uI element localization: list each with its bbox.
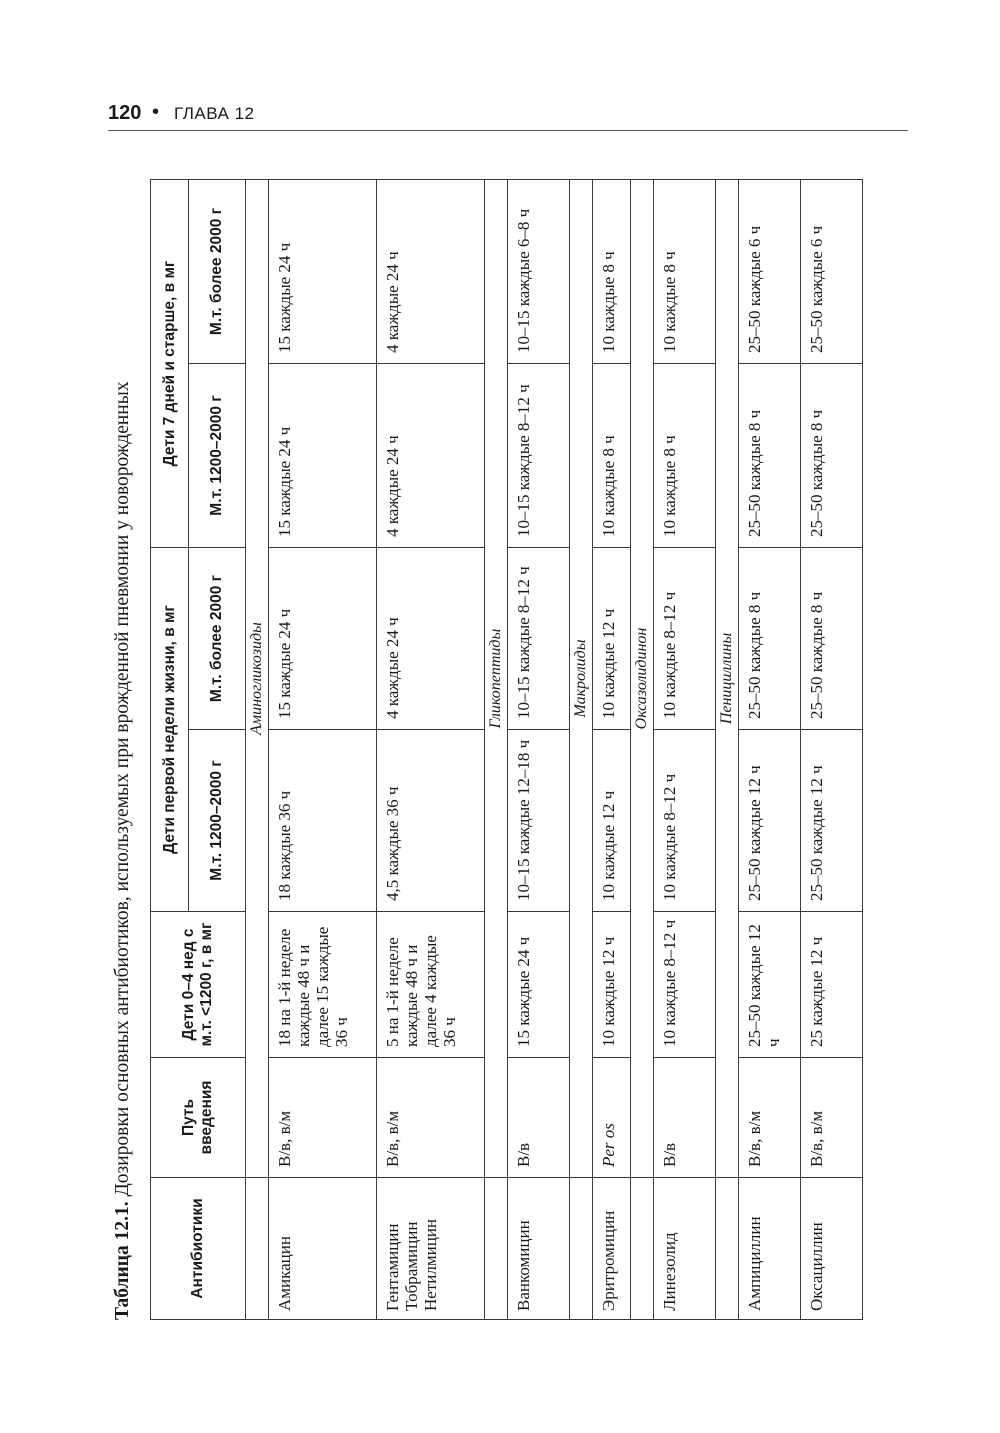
dose-cell: 4 каждые 24 ч: [377, 547, 485, 729]
dose-cell: 25–50 каждые 6 ч: [801, 179, 863, 363]
table-row: [269, 179, 377, 1319]
route-cell: В/в, в/м: [739, 1058, 801, 1178]
drug-name: Эритромицин: [593, 1178, 631, 1320]
chapter-label: ГЛАВА 12: [174, 104, 255, 123]
dose-cell: 15 каждые 24 ч: [269, 363, 377, 547]
dose-cell: 10–15 каждые 6–8 ч: [508, 179, 570, 363]
col-header-first-week-1200-2000: М.т. 1200–2000 г: [189, 730, 246, 912]
dose-cell: 10 каждые 12 ч: [593, 547, 631, 729]
dose-cell: 5 на 1-й неделе каждые 48 ч и далее 4 каждые 36 ч: [377, 912, 485, 1058]
header-rule: [108, 130, 908, 131]
dose-cell: 10–15 каждые 8–12 ч: [508, 547, 570, 729]
route-cell: В/в, в/м: [801, 1058, 863, 1178]
page-number: 120: [108, 102, 142, 124]
dose-cell: 15 каждые 24 ч: [269, 547, 377, 729]
dose-cell: 25–50 каждые 8 ч: [801, 547, 863, 729]
dosage-table: [150, 179, 863, 1320]
drug-name: Ванкомицин: [508, 1178, 570, 1320]
dose-cell: 10 каждые 8–12 ч: [654, 547, 716, 729]
group-title: Гликопептиды: [485, 179, 508, 1177]
drug-name: Оксациллин: [801, 1178, 863, 1320]
route-cell: В/в, в/м: [377, 1058, 485, 1178]
dose-cell: 4,5 каждые 36 ч: [377, 730, 485, 912]
table-row: [377, 179, 485, 1319]
table-row: [739, 179, 801, 1319]
rotated-table-block: [100, 180, 900, 1320]
table-caption: [100, 180, 146, 1320]
col-header-7-days: Дети 7 дней и старше, в мг: [151, 179, 189, 547]
drug-name: Амикацин: [269, 1178, 377, 1320]
dose-cell: 25–50 каждые 8 ч: [801, 363, 863, 547]
col-header-7-days-over-2000: М.т. более 2000 г: [189, 179, 246, 363]
dose-cell: 18 на 1-й неделе каждые 48 ч и далее 15 каждые 36 ч: [269, 912, 377, 1058]
route-cell: В/в: [654, 1058, 716, 1178]
dose-cell: 10 каждые 8 ч: [654, 363, 716, 547]
dose-cell: 25–50 каждые 6 ч: [739, 179, 801, 363]
drug-name: Гентамицин Тобрамицин Нетилмицин: [377, 1178, 485, 1320]
group-row: [631, 179, 654, 1319]
dose-cell: 25 каждые 12 ч: [801, 912, 863, 1058]
dose-cell: 25–50 каждые 8 ч: [739, 547, 801, 729]
route-cell: В/в: [508, 1058, 570, 1178]
col-header-antibiotics: Антибиотики: [151, 1178, 246, 1320]
route-cell: Per os: [593, 1058, 631, 1178]
dose-cell: 15 каждые 24 ч: [508, 912, 570, 1058]
group-row: [246, 179, 269, 1319]
table-row: [508, 179, 570, 1319]
group-row: [716, 179, 739, 1319]
dose-cell: 10–15 каждые 8–12 ч: [508, 363, 570, 547]
col-header-7-days-1200-2000: М.т. 1200–2000 г: [189, 363, 246, 547]
dose-cell: 10–15 каждые 12–18 ч: [508, 730, 570, 912]
group-title: Оксазолидинон: [631, 179, 654, 1177]
drug-name: Ампициллин: [739, 1178, 801, 1320]
table-row: [654, 179, 716, 1319]
dose-cell: 10 каждые 8–12 ч: [654, 912, 716, 1058]
col-header-route: Путь введения: [151, 1058, 246, 1178]
table-row: [801, 179, 863, 1319]
group-title: Пенициллины: [716, 179, 739, 1177]
route-cell: В/в, в/м: [269, 1058, 377, 1178]
dose-cell: 4 каждые 24 ч: [377, 363, 485, 547]
col-header-first-week: Дети первой недели жизни, в мг: [151, 547, 189, 911]
dose-cell: 10 каждые 8 ч: [654, 179, 716, 363]
dose-cell: 25–50 каждые 8 ч: [739, 363, 801, 547]
dose-cell: 10 каждые 12 ч: [593, 912, 631, 1058]
col-header-preterm: Дети 0–4 нед с м.т. <1200 г, в мг: [151, 912, 246, 1058]
dose-cell: 25–50 каждые 12 ч: [739, 912, 801, 1058]
table-caption-text: Дозировки основных антибиотиков, используемых при врожденной пневмонии у новорожденных: [112, 381, 133, 1197]
group-title: Макролиды: [570, 179, 593, 1177]
dose-cell: 15 каждые 24 ч: [269, 179, 377, 363]
group-row: [570, 179, 593, 1319]
group-row: [485, 179, 508, 1319]
dose-cell: 10 каждые 8–12 ч: [654, 730, 716, 912]
header-bullet: •: [152, 101, 160, 123]
dose-cell: 4 каждые 24 ч: [377, 179, 485, 363]
dose-cell: 10 каждые 8 ч: [593, 363, 631, 547]
dose-cell: 10 каждые 12 ч: [593, 730, 631, 912]
drug-name: Линезолид: [654, 1178, 716, 1320]
dose-cell: 10 каждые 8 ч: [593, 179, 631, 363]
table-row: [593, 179, 631, 1319]
dose-cell: 18 каждые 36 ч: [269, 730, 377, 912]
dose-cell: 25–50 каждые 12 ч: [739, 730, 801, 912]
table-body: [246, 179, 863, 1319]
group-title: Аминогликозиды: [246, 179, 269, 1177]
running-header: [108, 100, 908, 132]
col-header-first-week-over-2000: М.т. более 2000 г: [189, 547, 246, 729]
dose-cell: 25–50 каждые 12 ч: [801, 730, 863, 912]
table-caption-label: Таблица 12.1.: [112, 1201, 133, 1320]
